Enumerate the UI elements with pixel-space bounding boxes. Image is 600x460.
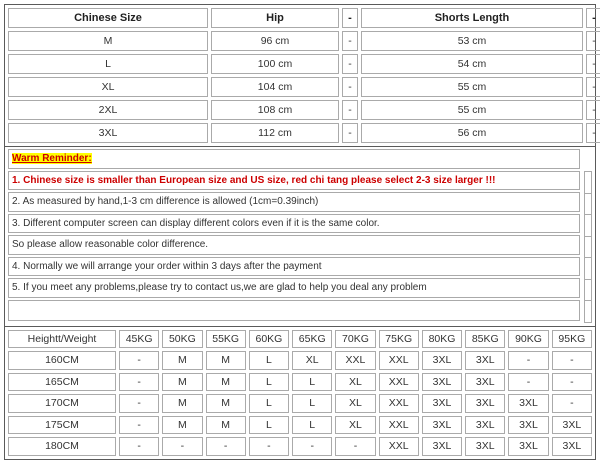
height-weight-table [5,327,595,459]
hw-size-cell: 3XL [508,437,548,456]
hw-size-cell: L [249,373,289,392]
reminder-line-3: 3. Different computer screen can display different colors even if it is the same color. [8,214,580,234]
hw-header-weight: 90KG [508,330,548,349]
size-table-header-row [8,8,600,28]
hw-size-cell: L [292,416,332,435]
warm-reminder-section [5,146,595,327]
hw-height-cell: 160CM [8,351,116,370]
hw-size-cell: - [508,351,548,370]
hw-size-cell: 3XL [422,437,462,456]
hw-header-weight: 45KG [119,330,159,349]
hw-size-cell: M [162,351,202,370]
hw-size-cell: 3XL [465,416,505,435]
hw-size-cell: - [552,351,592,370]
hw-size-cell: L [292,394,332,413]
spacer-cell: - [586,123,600,143]
length-cell: 55 cm [361,77,583,97]
hw-size-cell: - [552,394,592,413]
hw-height-cell: 180CM [8,437,116,456]
hw-table-row [8,394,592,413]
hip-cell: 112 cm [211,123,339,143]
size-cell: M [8,31,208,51]
hw-size-cell: XXL [379,416,419,435]
side-strip-cell [585,237,591,259]
hw-header-weight: 60KG [249,330,289,349]
hw-size-cell: 3XL [422,351,462,370]
spacer-cell: - [586,100,600,120]
reminder-line-1: 1. Chinese size is smaller than European size and US size, red chi tang please select 2-3 size larger !!! [8,171,580,191]
size-table-row [8,100,600,120]
hip-cell: 104 cm [211,77,339,97]
hw-size-cell: - [249,437,289,456]
hw-size-cell: 3XL [508,416,548,435]
reminder-line-5: 4. Normally we will arrange your order within 3 days after the payment [8,257,580,277]
length-cell: 56 cm [361,123,583,143]
hw-size-cell: 3XL [465,373,505,392]
hw-size-cell: M [162,416,202,435]
size-cell: 3XL [8,123,208,143]
size-header-hip: Hip [211,8,339,28]
hw-header-weight: 50KG [162,330,202,349]
size-cell: L [8,54,208,74]
hw-header-row [8,330,592,349]
reminder-blank-row [8,300,580,321]
hw-size-cell: XXL [335,351,375,370]
hw-table-row [8,416,592,435]
spacer-cell: - [342,123,358,143]
hw-table-row [8,373,592,392]
length-cell: 54 cm [361,54,583,74]
hw-size-cell: - [119,351,159,370]
side-strip-cell [585,215,591,237]
spacer-cell: - [342,77,358,97]
hw-size-cell: XXL [379,373,419,392]
spacer-cell: - [342,54,358,74]
reminder-line-6: 5. If you meet any problems,please try to contact us,we are glad to help you deal any problem [8,278,580,298]
size-table-row [8,123,600,143]
hw-size-cell: 3XL [465,351,505,370]
hip-cell: 100 cm [211,54,339,74]
length-cell: 53 cm [361,31,583,51]
hw-height-cell: 165CM [8,373,116,392]
hw-header-weight: 85KG [465,330,505,349]
hw-size-cell: M [206,351,246,370]
hw-size-cell: - [119,437,159,456]
hw-size-cell: XXL [379,437,419,456]
hw-size-cell: - [119,416,159,435]
hw-size-cell: - [206,437,246,456]
hw-size-cell: 3XL [422,394,462,413]
reminder-side-strip [584,171,592,323]
hw-size-cell: L [292,373,332,392]
size-header-spacer-1: - [342,8,358,28]
hw-table-row [8,351,592,370]
hw-header-weight: 95KG [552,330,592,349]
size-header-shorts-length: Shorts Length [361,8,583,28]
length-cell: 55 cm [361,100,583,120]
hw-header-weight: 75KG [379,330,419,349]
warm-reminder-title-row [8,149,580,169]
hw-size-cell: 3XL [552,437,592,456]
hw-size-cell: XL [335,416,375,435]
reminder-line-2: 2. As measured by hand,1-3 cm difference is allowed (1cm=0.39inch) [8,192,580,212]
hw-size-cell: 3XL [508,394,548,413]
spacer-cell: - [342,31,358,51]
warm-reminder-title: Warm Reminder: [12,153,92,164]
size-table [5,5,600,146]
hw-table-row [8,437,592,456]
hw-size-cell: - [292,437,332,456]
hw-size-cell: 3XL [465,394,505,413]
hip-cell: 96 cm [211,31,339,51]
hw-header-weight: 65KG [292,330,332,349]
hw-size-cell: 3XL [422,416,462,435]
hw-size-cell: - [119,394,159,413]
size-header-chinese-size: Chinese Size [8,8,208,28]
size-chart-container [4,4,596,460]
hw-size-cell: - [508,373,548,392]
hw-size-cell: L [249,394,289,413]
hw-size-cell: - [552,373,592,392]
hw-size-cell: XL [335,394,375,413]
hw-size-cell: XL [335,373,375,392]
hw-size-cell: - [335,437,375,456]
side-strip-cell [585,258,591,280]
size-table-row [8,31,600,51]
hw-size-cell: M [162,373,202,392]
size-table-row [8,54,600,74]
reminder-line-4: So please allow reasonable color difference. [8,235,580,255]
hw-height-cell: 175CM [8,416,116,435]
hw-size-cell: - [162,437,202,456]
hw-size-cell: XXL [379,351,419,370]
size-cell: XL [8,77,208,97]
hw-header-weight: 80KG [422,330,462,349]
hw-size-cell: - [119,373,159,392]
hw-header-weight: 70KG [335,330,375,349]
spacer-cell: - [342,100,358,120]
size-cell: 2XL [8,100,208,120]
hw-size-cell: 3XL [552,416,592,435]
hw-header-weight: 55KG [206,330,246,349]
hw-size-cell: L [249,416,289,435]
hw-size-cell: M [206,373,246,392]
hw-size-cell: XL [292,351,332,370]
hw-height-cell: 170CM [8,394,116,413]
size-table-row [8,77,600,97]
hw-size-cell: L [249,351,289,370]
hw-size-cell: M [206,394,246,413]
side-strip-cell [585,280,591,302]
spacer-cell: - [586,31,600,51]
side-strip-cell [585,172,591,194]
spacer-cell: - [586,54,600,74]
hw-size-cell: M [206,416,246,435]
hw-size-cell: 3XL [465,437,505,456]
size-header-spacer-2: - [586,8,600,28]
spacer-cell: - [586,77,600,97]
hw-size-cell: XXL [379,394,419,413]
hip-cell: 108 cm [211,100,339,120]
hw-header-height-weight: Heightt/Weight [8,330,116,349]
hw-size-cell: M [162,394,202,413]
hw-size-cell: 3XL [422,373,462,392]
side-strip-cell [585,194,591,216]
